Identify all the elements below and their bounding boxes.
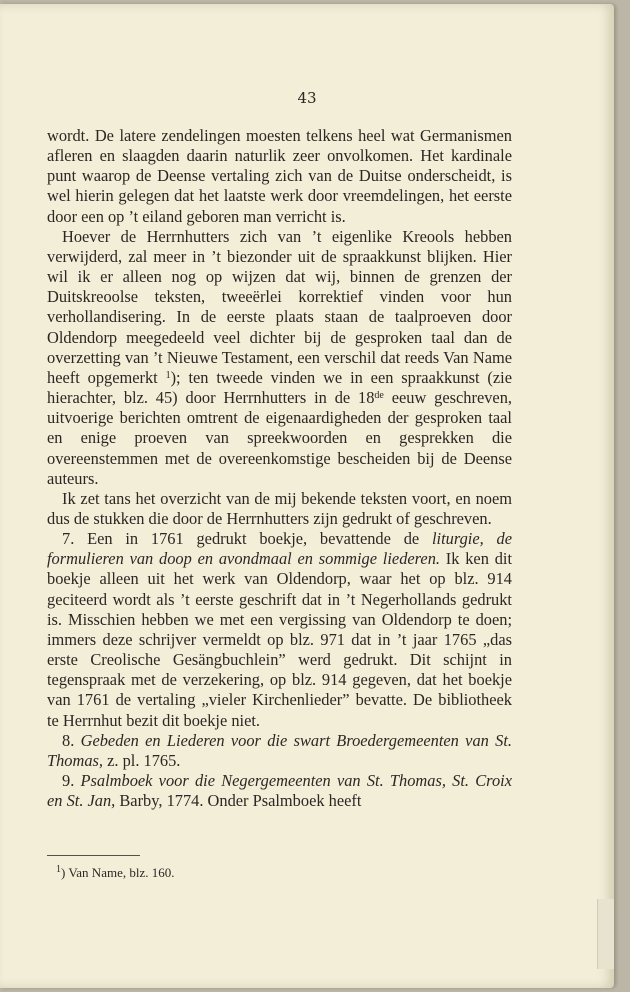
item-8-number: 8. bbox=[62, 730, 75, 750]
paragraph-1: wordt. De latere zendelingen moesten telkens heel wat Germanismen afleren en slaagden daarin naturlik zeer onvolkomen. Het kardinale punt waarop de Deense vertaling zich van de Duitse onderscheidt, is wel hierin gelegen dat het laatste werk door vreemdelingen, het eerste door een op ’t eiland geboren man verricht is. bbox=[47, 126, 512, 226]
book-page bbox=[0, 4, 614, 988]
footnote bbox=[56, 865, 174, 881]
item-9-number: 9. bbox=[62, 771, 75, 790]
page-number: 43 bbox=[297, 89, 317, 107]
paragraph-2-start: Hoever de Herrnhutters zich van ’t eigenlike Kreools hebben verwijderd, zal meer in ’t biezonder uit de spraakkunst blijken. Hier wil ik er alleen nog op wijzen dat wij, binnen de grenzen der Duitskreoolse teksten, tweeërlei korrektief vinden voor hun verhollandisering. In de eerste plaats staan de taalproeven door Oldendorp meegedeeld veel dichter bij de gesproken taal dan de overzetting van ’t Nieuwe Testament, een verschil dat reeds Van Name heeft opgemerkt bbox=[47, 226, 512, 387]
page-edge bbox=[597, 899, 614, 969]
item-8-title: Gebeden en Liederen voor die swart Broedergemeenten van St. Thomas, bbox=[47, 730, 512, 770]
item-7-lead: 7. Een in 1761 gedrukt boekje, bevattende de bbox=[62, 529, 420, 549]
ordinal-suffix: de bbox=[374, 390, 384, 402]
paragraph-3: Ik zet tans het overzicht van de mij bekende teksten voort, en noem dus de stukken die door de Herrnhutters zijn gedrukt of geschreven. bbox=[47, 488, 512, 528]
item-7-title: liturgie, de formulieren van doop en avondmaal en sommige liederen. bbox=[47, 529, 512, 569]
item-9-body: Barby, 1774. Onder Psalmboek heeft bbox=[115, 791, 362, 811]
footnote-mark: 1 bbox=[56, 864, 61, 875]
paragraph-2-end: eeuw geschreven, uitvoerige berichten omtrent de eigenaardigheden der gesproken taal en enige proeven van spreekwoorden en gesprekken die overeenstemmen met de overeenkomstige bescheiden bij de Deense auteurs. bbox=[47, 388, 512, 488]
paragraph-item-9 bbox=[47, 771, 512, 811]
footnote-text: ) Van Name, blz. 160. bbox=[61, 865, 175, 880]
body-text bbox=[47, 126, 512, 811]
paragraph-item-8 bbox=[47, 731, 512, 771]
paragraph-2 bbox=[47, 227, 512, 489]
item-9-title: Psalmboek voor die Negergemeenten van St. Thomas, St. Croix en St. Jan, bbox=[47, 771, 512, 811]
footnote-reference[interactable]: 1 bbox=[165, 369, 171, 381]
footnote-divider bbox=[47, 855, 140, 856]
item-7-body: Ik ken dit boekje alleen uit het werk van Oldendorp, waar het op blz. 914 geciteerd wordt als ’t eerste geschrift dat in ’t Negerhollands gedrukt is. Misschien hebben we met een vergissing van Oldendorp te doen; immers deze schrijver vermeldt op blz. 971 dat in ’t jaar 1765 „das erste Creolische Gesängbuchlein” werd gedrukt. Dit schijnt in tegenspraak met de verzekering, op blz. 914 gegeven, dat het boekje van 1761 de vertaling „vieler Kirchenlieder” bevatte. De bibliotheek te Herrnhut bezit dit boekje niet. bbox=[47, 549, 512, 730]
item-8-body: z. pl. 1765. bbox=[103, 750, 181, 770]
paragraph-2-rest: ); ten tweede vinden we in een spraakkunst (zie hierachter, blz. 45) door Herrnhutters in de 18 bbox=[47, 367, 512, 408]
paragraph-item-7 bbox=[47, 529, 512, 731]
